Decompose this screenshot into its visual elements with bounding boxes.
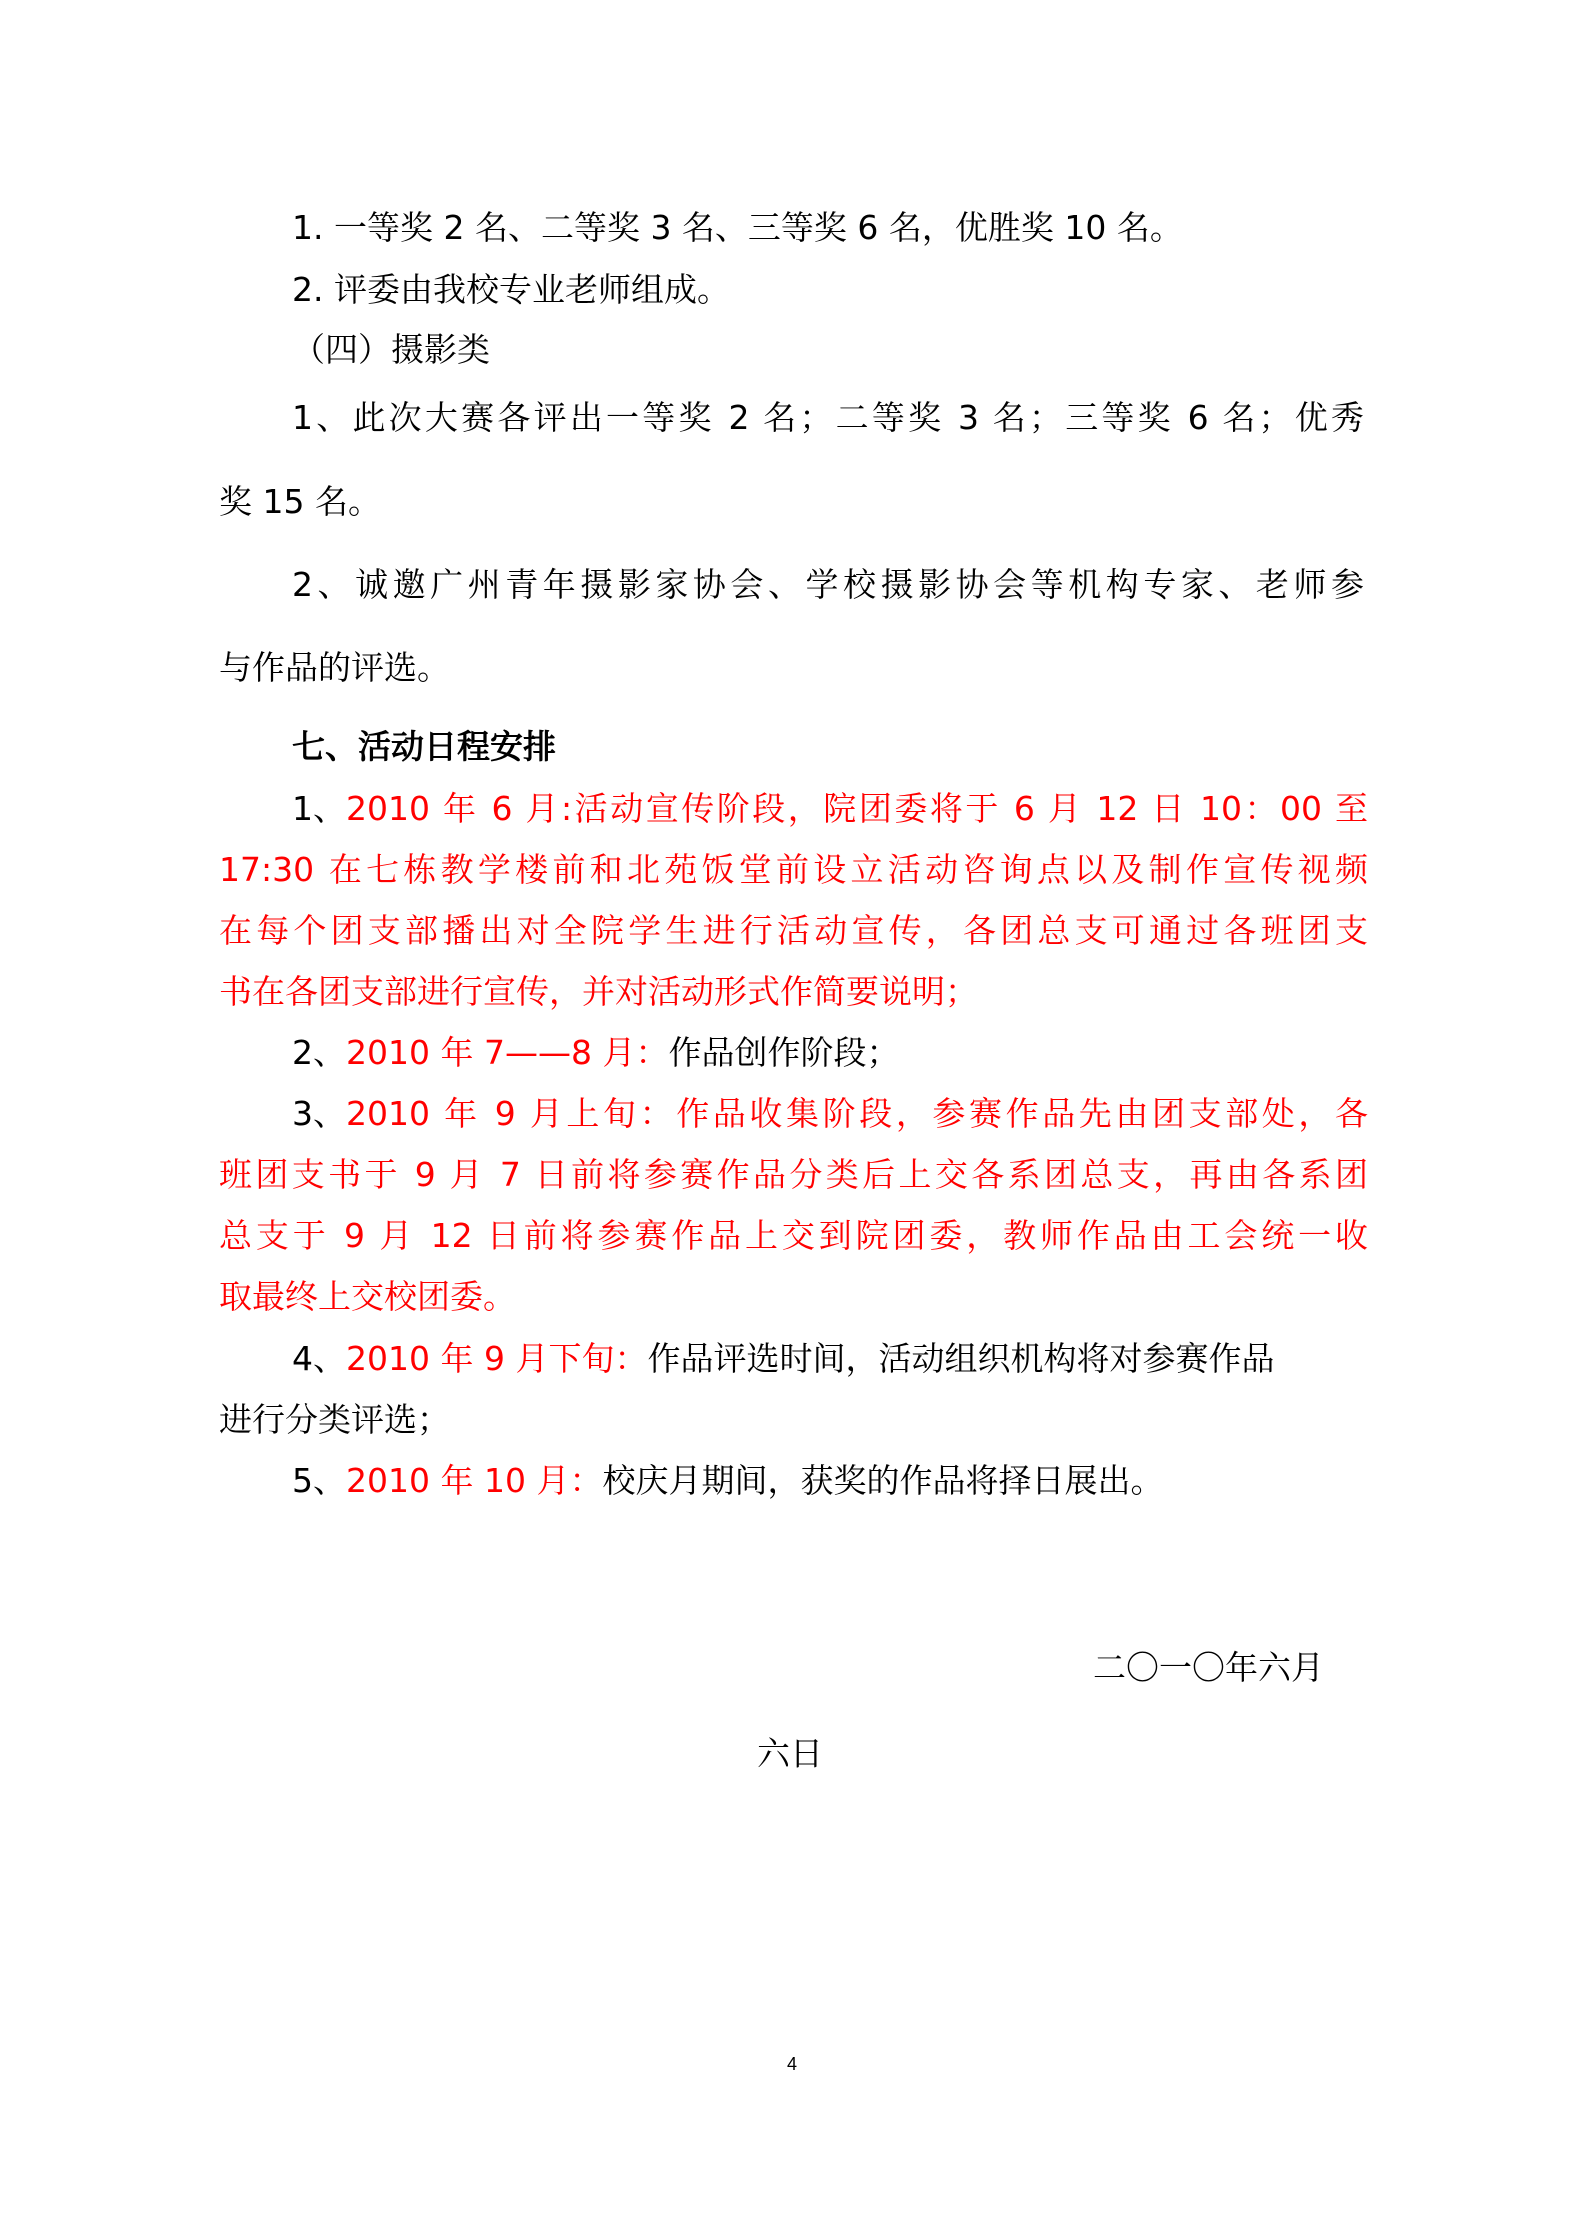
schedule-item-1-line-4: 书在各团支部进行宣传，并对活动形式作简要说明； [219, 972, 978, 1011]
schedule-item-4-text: 作品评选时间，活动组织机构将对参赛作品 [647, 1339, 1275, 1378]
schedule-item-1-line-3: 在每个团支部播出对全院学生进行活动宣传，各团总支可通过各班团支 [219, 911, 1368, 950]
page-number: 4 [786, 2054, 797, 2074]
schedule-item-2 [292, 1033, 899, 1073]
photography-item-1-line-2: 奖 15 名。 [219, 482, 381, 521]
schedule-item-3-line-2: 班团支书于 9 月 7 日前将参赛作品分类后上交各系团总支，再由各系团 [219, 1155, 1368, 1194]
schedule-item-5-number: 5、 [292, 1461, 346, 1500]
schedule-item-4 [292, 1339, 1274, 1379]
schedule-item-4-line-2: 进行分类评选； [219, 1400, 450, 1439]
signature-date-line-2: 六日 [757, 1734, 823, 1773]
schedule-item-4-number: 4、 [292, 1339, 346, 1378]
schedule-item-3-line-3: 总支于 9 月 12 日前将参赛作品上交到院团委，教师作品由工会统一收 [219, 1216, 1368, 1255]
photography-item-2-line-1: 2、诚邀广州青年摄影家协会、学校摄影协会等机构专家、老师参 [292, 565, 1364, 604]
schedule-item-2-text: 作品创作阶段； [668, 1033, 900, 1072]
schedule-heading: 七、活动日程安排 [292, 727, 556, 766]
award-item-2: 2. 评委由我校专业老师组成。 [292, 270, 730, 309]
photography-item-2-line-2: 与作品的评选。 [219, 648, 450, 687]
award-item-1: 1. 一等奖 2 名、二等奖 3 名、三等奖 6 名，优胜奖 10 名。 [292, 208, 1183, 247]
schedule-item-1-number: 1、 [292, 789, 346, 828]
schedule-item-2-date: 2010 年 7——8 月： [346, 1033, 669, 1072]
schedule-item-1-line-1: 2010 年 6 月:活动宣传阶段，院团委将于 6 月 12 日 10：00 至 [346, 789, 1368, 828]
schedule-item-2-number: 2、 [292, 1033, 346, 1072]
schedule-item-4-date: 2010 年 9 月下旬： [346, 1339, 648, 1378]
schedule-item-3-number: 3、 [292, 1094, 346, 1133]
schedule-item-5-date: 2010 年 10 月： [346, 1461, 603, 1500]
photography-heading: （四）摄影类 [292, 330, 490, 369]
photography-item-1-line-1: 1、此次大赛各评出一等奖 2 名；二等奖 3 名；三等奖 6 名；优秀 [292, 398, 1364, 437]
schedule-item-5 [292, 1461, 1163, 1501]
schedule-item-3-line-1: 2010 年 9 月上旬：作品收集阶段，参赛作品先由团支部处，各 [346, 1094, 1368, 1133]
signature-date-line-1: 二〇一〇年六月 [1093, 1648, 1324, 1687]
schedule-item-3-line-4: 取最终上交校团委。 [219, 1277, 516, 1316]
schedule-item-5-text: 校庆月期间，获奖的作品将择日展出。 [602, 1461, 1164, 1500]
schedule-item-1-line-2: 17:30 在七栋教学楼前和北苑饭堂前设立活动咨询点以及制作宣传视频 [219, 850, 1368, 889]
